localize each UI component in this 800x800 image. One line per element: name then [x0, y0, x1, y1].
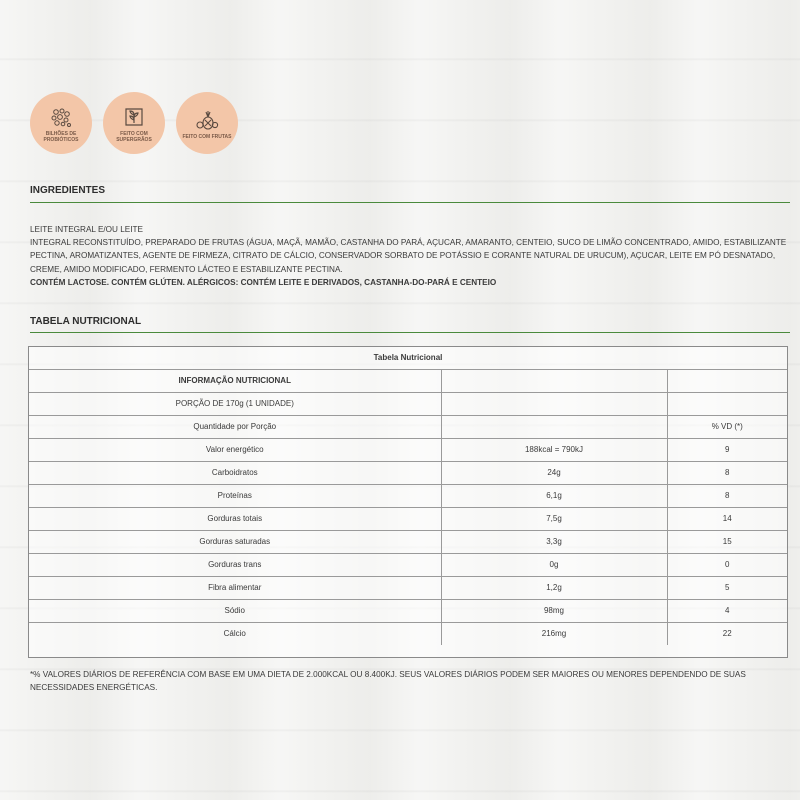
- table-row: [29, 438, 787, 461]
- table-row: [29, 461, 787, 484]
- nutrient-vd: 4: [667, 599, 787, 622]
- nutrition-divider: [30, 332, 790, 333]
- empty-cell: [667, 392, 787, 415]
- empty-cell: [441, 369, 667, 392]
- nutrient-name: Gorduras totais: [29, 507, 441, 530]
- nutrient-name: Gorduras trans: [29, 553, 441, 576]
- badge-supergrains: [103, 92, 165, 154]
- nutrient-vd: 15: [667, 530, 787, 553]
- nutrient-amount: 3,3g: [441, 530, 667, 553]
- vd-label: % VD (*): [667, 415, 787, 438]
- nutrient-vd: 14: [667, 507, 787, 530]
- badge-label: BILHÕES DE PROBIÓTICOS: [43, 130, 79, 143]
- nutrient-name: Cálcio: [29, 622, 441, 645]
- nutrient-amount: 216mg: [441, 622, 667, 645]
- nutrient-name: Carboidratos: [29, 461, 441, 484]
- nutrient-amount: 7,5g: [441, 507, 667, 530]
- nutrient-name: Gorduras saturadas: [29, 530, 441, 553]
- table-row: [29, 553, 787, 576]
- nutrient-vd: 5: [667, 576, 787, 599]
- footnote: *% VALORES DIÁRIOS DE REFERÊNCIA COM BASE EM UMA DIETA DE 2.000KCAL OU 8.400KJ. SEUS VALORES DIÁRIOS PODEM SER MAIORES OU MENORES DEPENDENDO DE SUAS NECESSIDADES ENERGÉTICAS.: [30, 670, 746, 692]
- table-caption: Tabela Nutricional: [29, 347, 787, 369]
- nutrient-name: Valor energético: [29, 438, 441, 461]
- nutrition-section-title: TABELA NUTRICIONAL: [30, 316, 142, 327]
- table-row: [29, 622, 787, 645]
- table-header-row: [29, 369, 787, 392]
- allergens-warning: CONTÉM LACTOSE. CONTÉM GLÚTEN. ALÉRGICOS: CONTÉM LEITE E DERIVADOS, CASTANHA-DO-PARÁ E CENTEIO: [30, 277, 497, 287]
- nutrient-amount: 6,1g: [441, 484, 667, 507]
- table-row: [29, 507, 787, 530]
- ingredients-title: INGREDIENTES: [30, 185, 106, 196]
- empty-cell: [441, 415, 667, 438]
- supergrains-icon: [122, 106, 146, 128]
- nutrient-vd: 8: [667, 461, 787, 484]
- nutrient-vd: 0: [667, 553, 787, 576]
- table-caption-row: [29, 347, 787, 369]
- nutrient-vd: 9: [667, 438, 787, 461]
- fruits-icon: [195, 109, 219, 131]
- quantity-label: Quantidade por Porção: [29, 415, 441, 438]
- nutrition-table: [28, 346, 788, 658]
- table-row: [29, 599, 787, 622]
- portion-cell: PORÇÃO DE 170g (1 UNIDADE): [29, 392, 441, 415]
- nutrient-vd: 22: [722, 629, 732, 639]
- ingredients-divider: [30, 202, 790, 203]
- nutrient-vd: 8: [667, 484, 787, 507]
- probiotics-icon: [49, 106, 73, 128]
- feature-badges: [30, 92, 238, 154]
- badge-probiotics: [30, 92, 92, 154]
- nutrient-amount: 1,2g: [441, 576, 667, 599]
- empty-cell: [667, 369, 787, 392]
- nutrient-amount: 98mg: [441, 599, 667, 622]
- quantity-header-row: [29, 415, 787, 438]
- table-row: [29, 576, 787, 599]
- nutrient-amount: 0g: [441, 553, 667, 576]
- empty-cell: [441, 392, 667, 415]
- nutrient-amount: 188kcal = 790kJ: [441, 438, 667, 461]
- info-header: INFORMAÇÃO NUTRICIONAL: [29, 369, 441, 392]
- ingredients-line: LEITE INTEGRAL E/OU LEITE: [30, 225, 143, 234]
- table-row: [29, 530, 787, 553]
- badge-label: FEITO COM SUPERGRÃOS: [116, 130, 152, 143]
- nutrient-name: Sódio: [29, 599, 441, 622]
- nutrient-name: Fibra alimentar: [29, 576, 441, 599]
- badge-label: FEITO COM FRUTAS: [182, 133, 232, 140]
- table-row: [29, 484, 787, 507]
- badge-fruits: [176, 92, 238, 154]
- nutrient-name: Proteínas: [29, 484, 441, 507]
- nutrient-amount: 24g: [441, 461, 667, 484]
- portion-row: [29, 392, 787, 415]
- ingredients-text: [30, 223, 790, 289]
- ingredients-line: INTEGRAL RECONSTITUÍDO, PREPARADO DE FRUTAS (ÁGUA, MAÇÃ, MAMÃO, CASTANHA DO PARÁ, AÇUCAR, AMARANTO, CENTEIO, SUCO DE LIMÃO CONCENTRADO, AMIDO, ESTABILIZANTE PECTINA, AROMATIZANTES, AGENTE DE FIRMEZA, CITRATO DE CÁLCIO, CONSERVADOR SORBATO DE POTÁSSIO E CORANTE NATURAL DE URUCUM), AÇUCAR, LEITE EM PÓ DESNATADO, CREME, AMIDO MODIFICADO, FERMENTO LÁCTEO E ESTABILIZANTE PECTINA.: [30, 238, 787, 274]
